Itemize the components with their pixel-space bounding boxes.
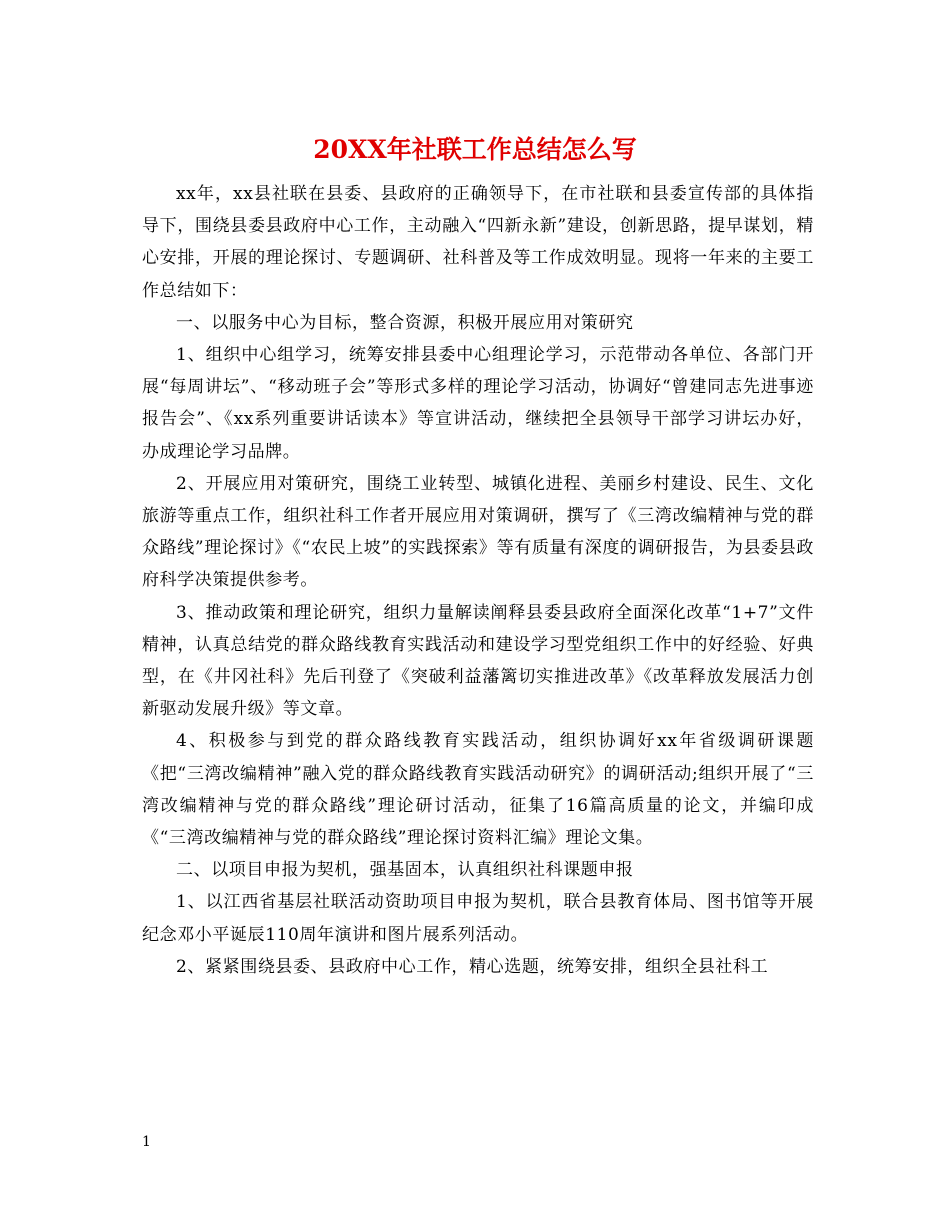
paragraph-1-1: 1、组织中心组学习，统筹安排县委中心组理论学习，示范带动各单位、各部门开展“每周讲坛”、“移动班子会”等形式多样的理论学习活动，协调好“曾建同志先进事迹报告会”、《xx系列重要讲话读本》等宣讲活动，继续把全县领导干部学习讲坛办好，办成理论学习品牌。: [142, 345, 814, 462]
paragraph-2-2: 2、紧紧围绕县委、县政府中心工作，精心选题，统筹安排，组织全县社科工: [176, 956, 769, 977]
section-heading-2: 二、以项目申报为契机，强基固本，认真组织社科课题申报: [176, 860, 634, 881]
paragraph-2-1: 1、以江西省基层社联活动资助项目申报为契机，联合县教育体局、图书馆等开展纪念邓小平诞辰110周年演讲和图片展系列活动。: [142, 892, 814, 945]
section-heading-1: 一、以服务中心为目标，整合资源，积极开展应用对策研究: [176, 312, 634, 333]
paragraph-intro: xx年，xx县社联在县委、县政府的正确领导下，在市社联和县委宣传部的具体指导下，围绕县委县政府中心工作，主动融入“四新永新”建设，创新思路，提早谋划，精心安排，开展的理论探讨、专题调研、社科普及等工作成效明显。现将一年来的主要工作总结如下：: [142, 184, 814, 301]
page-number: 1: [142, 1134, 151, 1150]
paragraph-1-3: 3、推动政策和理论研究，组织力量解读阐释县委县政府全面深化改革“1+7”文件精神，认真总结党的群众路线教育实践活动和建设学习型党组织工作中的好经验、好典型，在《井冈社科》先后刊登了《突破利益藩篱切实推进改革》《改革释放发展活力创新驱动发展升级》等文章。: [142, 602, 814, 720]
paragraph-1-2: 2、开展应用对策研究，围绕工业转型、城镇化进程、美丽乡村建设、民生、文化旅游等重点工作，组织社科工作者开展应用对策调研，撰写了《三湾改编精神与党的群众路线”理论探讨》《“农民上坡”的实践探索》等有质量有深度的调研报告，为县委县政府科学决策提供参考。: [142, 473, 814, 591]
document-title: 20XX年社联工作总结怎么写: [313, 135, 637, 164]
paragraph-1-4: 4、积极参与到党的群众路线教育实践活动，组织协调好xx年省级调研课题《把“三湾改编精神”融入党的群众路线教育实践活动研究》的调研活动;组织开展了“三湾改编精神与党的群众路线”理论研讨活动，征集了16篇高质量的论文，并编印成《“三湾改编精神与党的群众路线”理论探讨资料汇编》理论文集。: [142, 731, 814, 849]
document-body: [142, 178, 814, 983]
